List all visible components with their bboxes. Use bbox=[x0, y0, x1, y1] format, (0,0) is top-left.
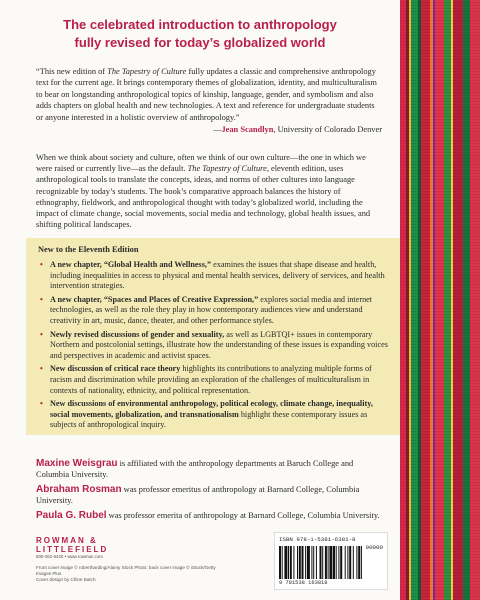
barcode-bar bbox=[347, 546, 348, 579]
item-text: explores social media and internet technologies, as well as the role they play in how contemporary audiences view and understand creativity in art, music, dance, theater, and other performance styles. bbox=[50, 294, 373, 325]
publisher-contact: 800-462-6420 • www.rowman.com bbox=[36, 554, 103, 559]
isbn-barcode bbox=[274, 532, 388, 590]
credit-line-1: Front cover image © robertharding/Alamy Stock Photo; back cover image © iStock/Getty Images Plus bbox=[36, 565, 216, 576]
barcode-bar bbox=[322, 546, 323, 579]
barcode-bar bbox=[311, 546, 312, 579]
new-edition-list bbox=[38, 260, 390, 434]
barcode-bar bbox=[299, 546, 301, 579]
item-highlight: New discussion of critical race theory bbox=[50, 364, 181, 374]
credit-line-2: Cover design by Chloe Batch bbox=[36, 577, 96, 582]
quote-attribution bbox=[213, 125, 382, 134]
barcode-bar bbox=[333, 546, 335, 579]
description-before-title: When we think about society and culture, often we think of our own culture—the one in which we were raised or currently live—as the default. bbox=[36, 153, 366, 174]
barcode-bar bbox=[302, 546, 304, 579]
item-text: highlights its contributions to analyzing multiple forms of racism and discrimination while providing an exploration of the challenges of multiculturalism in contexts of nationality, ethnicity, and political representation. bbox=[50, 364, 372, 395]
item-highlight: A new chapter, “Global Health and Wellness,” bbox=[50, 260, 212, 269]
headline-line-1: The celebrated introduction to anthropology bbox=[63, 17, 337, 32]
headline-line-2: fully revised for today’s globalized world bbox=[74, 35, 326, 50]
barcode-bar bbox=[338, 546, 339, 579]
bullet-icon: • bbox=[40, 399, 43, 409]
publisher-line-1: ROWMAN & bbox=[36, 536, 98, 545]
woven-textile-stripe bbox=[400, 0, 480, 600]
barcode-bar bbox=[282, 546, 283, 579]
publisher-line-2: LITTLEFIELD bbox=[36, 545, 109, 554]
book-description bbox=[36, 152, 382, 230]
quote-book-title: The Tapestry of Culture bbox=[107, 67, 187, 76]
barcode-bar bbox=[361, 546, 362, 579]
item-text: examines the issues that shape disease and health, including inequalities in access to physical and mental health services, delivery of services, and health intervention strategies. bbox=[50, 260, 385, 291]
description-book-title: The Tapestry of Culture bbox=[187, 164, 267, 174]
new-edition-item bbox=[38, 295, 390, 327]
description-after-title: , eleventh edition, uses anthropological tools to translate the concepts, ideas, and norms of other cultures into language recognizable by today’s students. The book’s comparative approach balances the history of ethnography, fieldwork, and anthropological thought with today’s globalized world, including the impact of climate change, social movements, social media and technology, global health issues, and shifting political landscapes. bbox=[36, 164, 371, 230]
isbn-text: ISBN 978-1-5381-6381-8 bbox=[279, 536, 356, 543]
attribution-name: Jean Scandlyn bbox=[221, 125, 274, 134]
new-edition-item bbox=[38, 399, 390, 431]
author-bio bbox=[36, 484, 382, 506]
bullet-icon: • bbox=[40, 329, 43, 339]
barcode-bar bbox=[313, 546, 314, 579]
new-edition-title: New to the Eleventh Edition bbox=[38, 245, 139, 254]
author-name: Maxine Weisgrau bbox=[36, 458, 118, 469]
author-bios bbox=[36, 458, 382, 525]
price-code: 90000 bbox=[365, 544, 383, 551]
barcode-bar bbox=[307, 546, 310, 579]
author-bio-text: was professor emerita of anthropology at Barnard College, Columbia University. bbox=[106, 511, 380, 520]
bullet-icon: • bbox=[40, 260, 43, 269]
barcode-bar bbox=[284, 546, 287, 579]
barcode-bar bbox=[328, 546, 329, 579]
barcode-bar bbox=[349, 546, 351, 579]
barcode-bar bbox=[340, 546, 342, 579]
author-bio bbox=[36, 510, 382, 521]
quote-text-after-title: fully updates a classic and comprehensive anthropology text for the current age. It brings contemporary themes of globalization, identity, and multiculturalism to bear on longstanding anthropological topics of kinship, language, gender, and symbolism and also adds chapters on global health and new technologies. A text and reference for undergraduate students or anyone interested in a holistic overview of anthropology.” bbox=[36, 67, 377, 122]
author-name: Paula G. Rubel bbox=[36, 510, 107, 521]
barcode-bar bbox=[279, 546, 281, 579]
author-bio-text: is affiliated with the anthropology departments at Baruch College and Columbia University. bbox=[36, 459, 354, 479]
author-name: Abraham Rosman bbox=[36, 484, 122, 495]
barcode-bars bbox=[279, 546, 383, 579]
item-text: highlight these contemporary issues as subjects of anthropological inquiry. bbox=[50, 409, 368, 430]
barcode-bar bbox=[325, 546, 327, 579]
item-text: as well as LGBTQI+ issues in contemporary Northern and postcolonial settings, illustrate how the understanding of these issues is expanding voices and perspectives in academic and activist spaces. bbox=[50, 329, 388, 360]
new-edition-item bbox=[38, 260, 390, 292]
headline bbox=[0, 16, 400, 52]
new-edition-item bbox=[38, 364, 390, 396]
author-bio-text: was professor emeritus of anthropology at Barnard College, Columbia University. bbox=[36, 485, 360, 505]
cover-credits bbox=[36, 565, 226, 583]
publisher-logo bbox=[36, 536, 108, 554]
bullet-icon: • bbox=[40, 294, 43, 304]
new-edition-box bbox=[26, 238, 400, 435]
barcode-bar bbox=[305, 546, 306, 579]
barcode-bar bbox=[297, 546, 298, 579]
barcode-bar bbox=[329, 546, 332, 579]
quote-text-before-title: “This new edition of bbox=[36, 67, 108, 76]
item-highlight: Newly revised discussions of gender and sexuality, bbox=[50, 329, 225, 339]
barcode-bar bbox=[356, 546, 357, 579]
barcode-bar bbox=[358, 546, 360, 579]
barcode-bar bbox=[345, 546, 346, 579]
barcode-bar bbox=[288, 546, 289, 579]
endorsement-quote bbox=[36, 66, 382, 123]
item-highlight: New discussions of environmental anthropology, political ecology, climate change, inequality, social movements, globalization, and transnationalism bbox=[50, 399, 373, 419]
barcode-number: 9 781538 163818 bbox=[279, 580, 328, 586]
barcode-bar bbox=[353, 546, 354, 579]
bullet-icon: • bbox=[40, 364, 43, 374]
author-bio bbox=[36, 458, 382, 480]
barcode-bar bbox=[320, 546, 322, 579]
new-edition-item bbox=[38, 330, 390, 362]
barcode-bar bbox=[293, 546, 294, 579]
attribution-affiliation: , University of Colorado Denver bbox=[273, 125, 382, 134]
attribution-dash: — bbox=[213, 125, 222, 134]
barcode-bar bbox=[290, 546, 292, 579]
barcode-bar bbox=[316, 546, 317, 579]
barcode-bar bbox=[336, 546, 337, 579]
item-highlight: A new chapter, “Spaces and Places of Creative Expression,” bbox=[50, 294, 259, 304]
